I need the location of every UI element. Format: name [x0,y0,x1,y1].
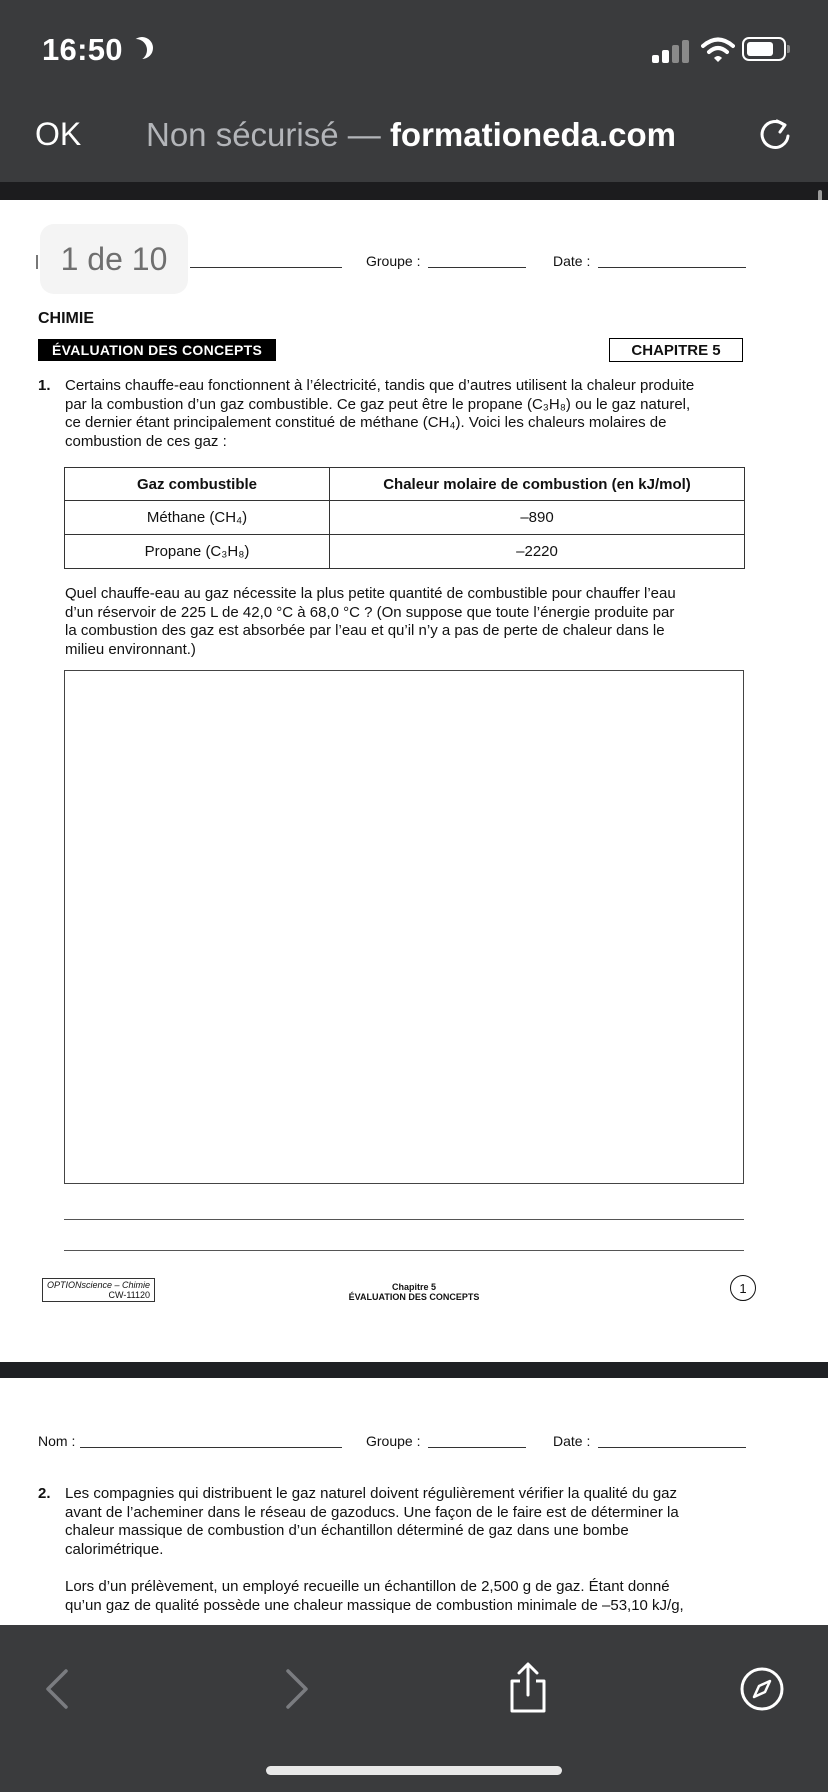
date-blank-line [598,1447,746,1448]
question-number: 1. [38,377,51,394]
home-indicator[interactable] [266,1766,562,1775]
text-line: combustion de ces gaz : [65,432,227,450]
table-cell: Propane (C₃H₈) [65,535,330,569]
compass-icon[interactable] [732,1659,792,1719]
page-edge-marker [36,255,38,269]
subject-title: CHIMIE [38,310,94,327]
footer-code: CW-11120 [108,1290,151,1300]
section-banner: ÉVALUATION DES CONCEPTS [38,339,276,361]
status-time: 16:50 [42,32,151,68]
table-cell: Méthane (CH₄) [65,501,330,535]
column-header: Chaleur molaire de combustion (en kJ/mol) [330,468,745,501]
table-cell: –2220 [330,535,745,569]
group-blank-line [428,267,526,268]
group-blank-line [428,1447,526,1448]
text-line: milieu environnant.) [65,640,196,658]
answer-line [64,1250,744,1251]
text-line: qu’un gaz de qualité possède une chaleur massique de combustion minimale de –53,10 kJ/g, [65,1596,684,1614]
cellular-signal-icon [652,37,692,63]
back-chevron-icon[interactable] [28,1659,88,1719]
page-counter: 1 de 10 [40,224,188,294]
question-2-intro [65,1485,679,1559]
chapter-box: CHAPITRE 5 [609,338,743,362]
column-header: Gaz combustible [65,468,330,501]
table-row [65,501,745,535]
date-label: Date : [553,253,591,269]
viewer-top-gap [0,182,828,200]
wifi-icon [701,36,735,64]
share-icon[interactable] [498,1659,558,1719]
group-label: Groupe : [366,253,421,269]
status-bar [0,0,828,86]
done-button[interactable]: OK [35,116,82,152]
battery-icon [742,37,786,61]
combustion-heat-table [64,467,745,569]
text-line: ce dernier étant principalement constitué de méthane (CH₄). Voici les chaleurs molaires de [65,414,667,431]
group-label: Groupe : [366,1433,421,1449]
page-divider [0,1362,828,1378]
question-number: 2. [38,1485,51,1502]
forward-chevron-icon[interactable] [266,1659,326,1719]
date-blank-line [598,267,746,268]
name-blank-line [190,267,342,268]
question-1-intro [65,377,694,451]
text-line: Certains chauffe-eau fonctionnent à l’électricité, tandis que d’autres utilisent la chaleur produite [65,377,695,394]
name-label: Nom : [38,1433,76,1449]
text-line: Lors d’un prélèvement, un employé recueille un échantillon de 2,500 g de gaz. Étant donné [65,1578,670,1595]
security-status-label: Non sécurisé — [146,116,390,153]
text-line: Les compagnies qui distribuent le gaz naturel doivent régulièrement vérifier la qualité du gaz [65,1485,678,1502]
table-cell: –890 [330,501,745,535]
footer-chapter [0,1282,828,1302]
text-line: d’un réservoir de 225 L de 42,0 °C à 68,0 °C ? (On suppose que toute l’énergie produite par [65,603,675,621]
footer-chapter-title: Chapitre 5 [391,1282,436,1292]
footer-publisher: OPTIONscience – Chimie [47,1280,151,1290]
question-1-prompt [65,585,676,659]
table-header-row [65,468,745,501]
answer-line [64,1219,744,1220]
table-row [65,535,745,569]
text-line: chaleur massique de combustion d’un échantillon déterminé de gaz dans une bombe [65,1522,629,1539]
reload-icon[interactable] [756,116,794,154]
page-number: 1 [730,1275,756,1301]
question-2-followup [65,1578,684,1615]
footer-section-title: ÉVALUATION DES CONCEPTS [348,1292,480,1302]
text-line: la combustion des gaz est absorbée par l’eau et qu’il n’y a pas de perte de chaleur dans le [65,622,665,639]
address-bar[interactable] [146,116,676,154]
date-label: Date : [553,1433,591,1449]
text-line: calorimétrique. [65,1540,164,1558]
text-line: avant de l’acheminer dans le réseau de gazoducs. Une façon de le faire est de déterminer la [65,1503,679,1521]
pdf-page-2 [0,1378,828,1625]
name-blank-line [80,1447,342,1448]
do-not-disturb-moon-icon [125,39,147,61]
browser-nav-bar [0,86,828,182]
url-domain: formationeda.com [389,116,676,153]
text-line: par la combustion d’un gaz combustible. Ce gaz peut être le propane (C₃H₈) ou le gaz naturel, [65,395,691,413]
answer-box [64,670,744,1184]
text-line: Quel chauffe-eau au gaz nécessite la plus petite quantité de combustible pour chauffer l’eau [65,585,676,602]
pdf-page-1 [0,200,828,1362]
